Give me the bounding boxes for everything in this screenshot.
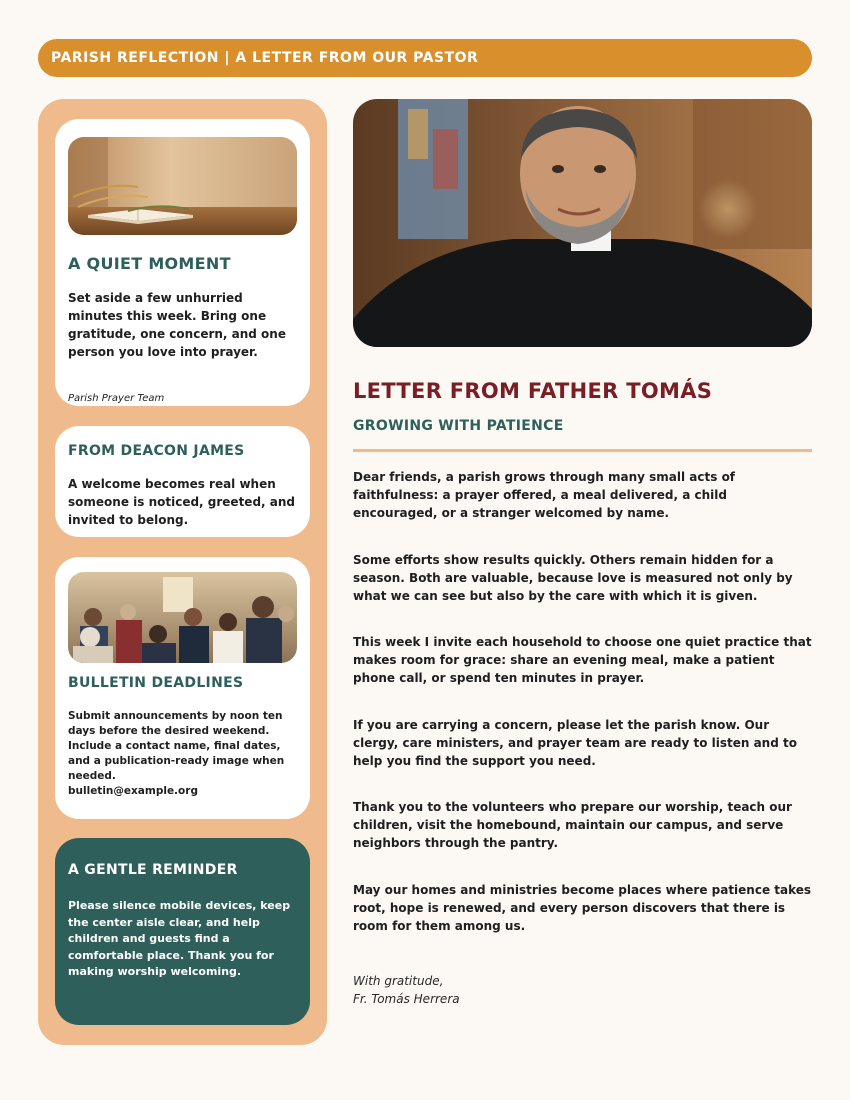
deacon-body: A welcome becomes real when someone is noticed, greeted, and invited to belong. — [68, 477, 295, 527]
deacon-card — [55, 426, 310, 537]
letter-paragraph: If you are carrying a concern, please let the parish know. Our clergy, care ministers, and prayer team are ready to listen and to help you find the support you need. — [353, 718, 797, 768]
closing-line: With gratitude, — [353, 974, 444, 988]
deadlines-image — [68, 572, 297, 663]
title-divider — [353, 449, 812, 452]
deadlines-email-link[interactable]: bulletin@example.org — [68, 785, 198, 797]
letter-paragraph: This week I invite each household to choose one quiet practice that makes room for grace: share an evening meal, make a patient phone call, or spend ten minutes in prayer. — [353, 635, 812, 685]
deadlines-card — [55, 557, 310, 819]
quiet-moment-image — [68, 137, 297, 235]
pastor-portrait — [353, 99, 812, 347]
letter-closing — [353, 972, 460, 1008]
deacon-title: FROM DEACON JAMES — [68, 443, 245, 459]
letter-paragraph: Thank you to the volunteers who prepare our worship, teach our children, visit the homebound, maintain our campus, and serve neighbors through the pantry. — [353, 800, 792, 850]
quiet-moment-card — [55, 119, 310, 406]
quiet-moment-body: Set aside a few unhurried minutes this week. Bring one gratitude, one concern, and one person you love into prayer. — [68, 291, 286, 359]
sidebar — [38, 99, 327, 1045]
letter-title: LETTER FROM FATHER TOMÁS — [353, 379, 713, 403]
reminder-card — [55, 838, 310, 1025]
letter-paragraph: May our homes and ministries become places where patience takes root, hope is renewed, and every person discovers that there is room for them among us. — [353, 883, 812, 933]
letter-paragraph: Dear friends, a parish grows through many small acts of faithfulness: a prayer offered, a meal delivered, a child encouraged, or a stranger welcomed by name. — [353, 470, 736, 520]
letter-subtitle: GROWING WITH PATIENCE — [353, 418, 564, 434]
page-banner: PARISH REFLECTION | A LETTER FROM OUR PASTOR — [38, 39, 812, 77]
reminder-body: Please silence mobile devices, keep the center aisle clear, and help children and guests find a comfortable place. Thank you for making worship welcoming. — [68, 899, 291, 978]
deadlines-body: Submit announcements by noon ten days before the desired weekend. Include a contact name, final dates, and a publication-ready image when needed. — [68, 710, 285, 782]
pastor-signature: Fr. Tomás Herrera — [353, 992, 460, 1006]
reminder-title: A GENTLE REMINDER — [68, 862, 238, 878]
quiet-moment-title: A QUIET MOMENT — [68, 254, 231, 273]
deadlines-title: BULLETIN DEADLINES — [68, 675, 244, 691]
letter-paragraph: Some efforts show results quickly. Others remain hidden for a season. Both are valuable, because love is measured not only by what we can see but also by the care with which it is given. — [353, 553, 793, 603]
quiet-moment-signature: Parish Prayer Team — [68, 393, 165, 404]
